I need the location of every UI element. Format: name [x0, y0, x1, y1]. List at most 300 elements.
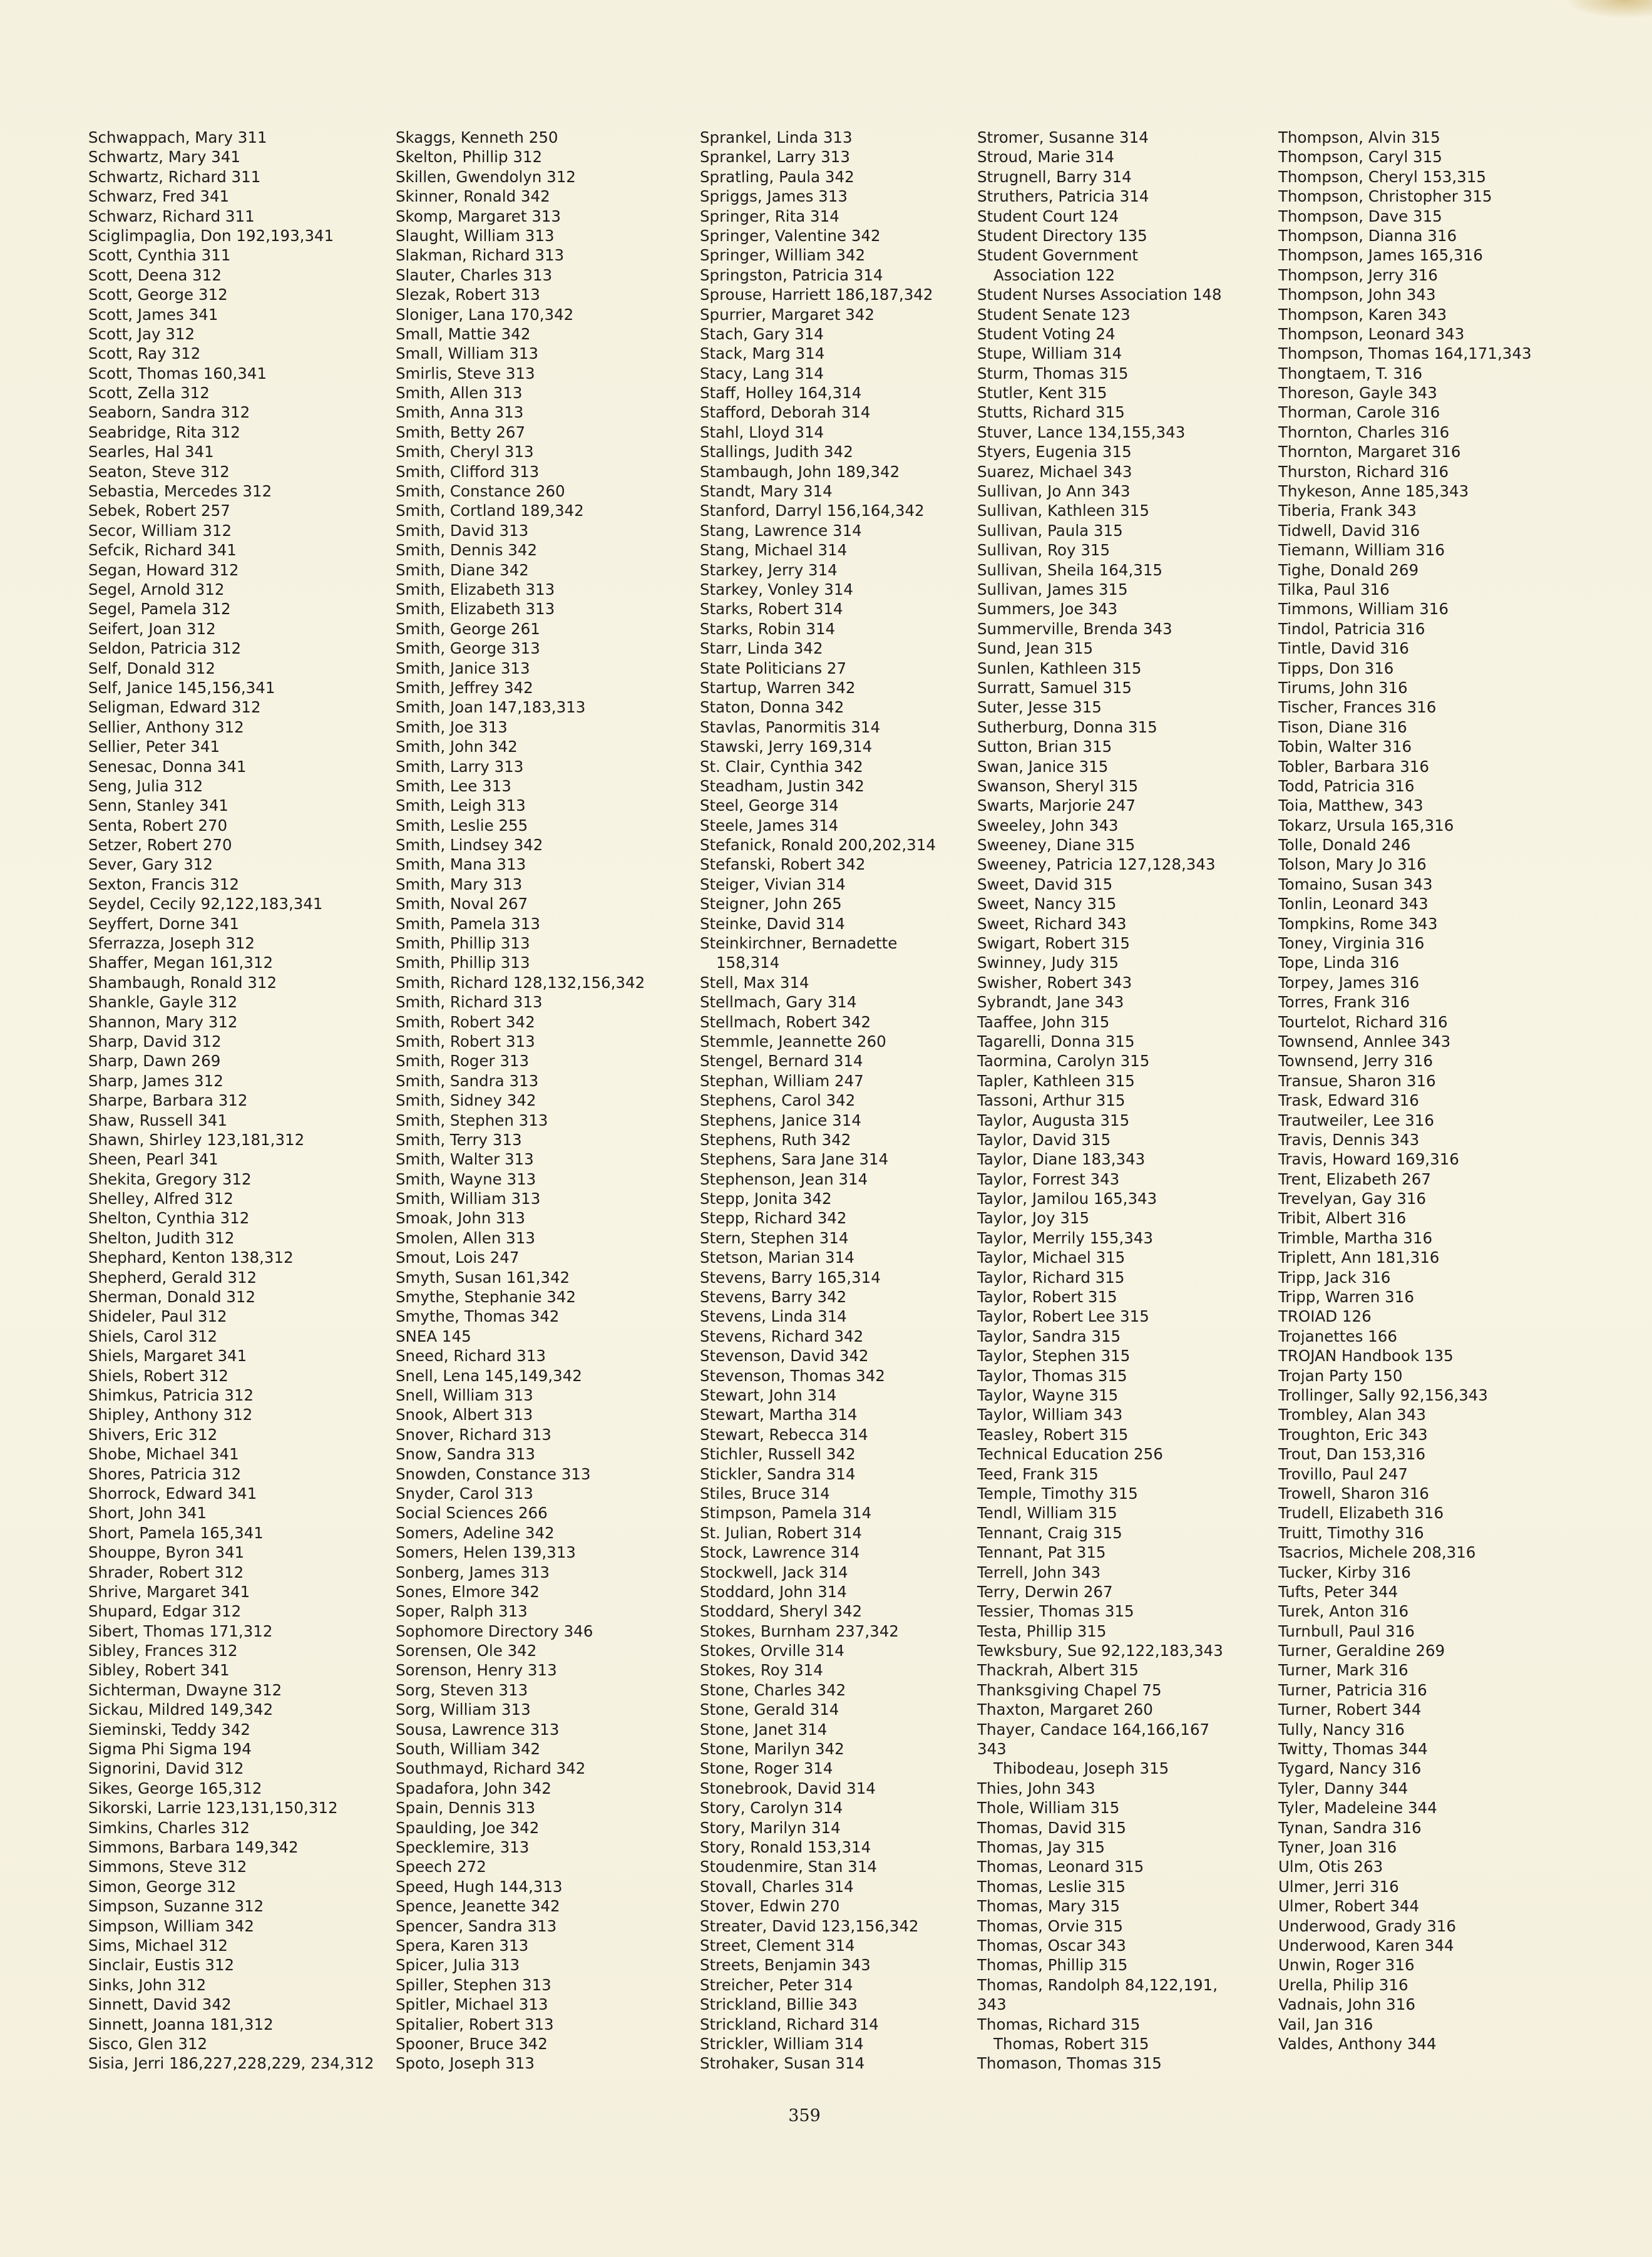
- index-entry: Teasley, Robert 315: [977, 1425, 1129, 1444]
- index-entry: Smith, Clifford 313: [396, 462, 540, 481]
- index-entry: Stavlas, Panormitis 314: [700, 717, 881, 736]
- index-entry: Story, Ronald 153,314: [700, 1838, 871, 1856]
- index-entry: Tapler, Kathleen 315: [977, 1071, 1135, 1090]
- index-entry: Sheen, Pearl 341: [88, 1150, 218, 1169]
- index-entry: Seabridge, Rita 312: [88, 423, 240, 441]
- index-entry: Suarez, Michael 343: [977, 462, 1132, 481]
- index-entry: Sweet, Nancy 315: [977, 895, 1117, 913]
- index-entry: Shekita, Gregory 312: [88, 1170, 252, 1188]
- index-entry: Stewart, John 314: [700, 1386, 837, 1404]
- index-entry: Trautweiler, Lee 316: [1278, 1111, 1434, 1129]
- index-entry: Travis, Howard 169,316: [1278, 1150, 1459, 1169]
- index-entry: Student Government: [977, 246, 1139, 265]
- index-entry: Slezak, Robert 313: [396, 285, 540, 304]
- index-entry: Trombley, Alan 343: [1278, 1406, 1426, 1424]
- index-entry: Styers, Eugenia 315: [977, 443, 1132, 461]
- index-entry: Swisher, Robert 343: [977, 973, 1132, 992]
- index-entry: Thoreson, Gayle 343: [1278, 384, 1437, 403]
- index-entry: Thomas, Leslie 315: [977, 1877, 1126, 1896]
- index-entry: Todd, Patricia 316: [1278, 776, 1415, 795]
- index-entry: Shivers, Eric 312: [88, 1425, 218, 1444]
- index-entry: Setzer, Robert 270: [88, 836, 232, 855]
- index-entry: Sever, Gary 312: [88, 855, 213, 874]
- index-entry: Speech 272: [396, 1858, 486, 1876]
- index-entry: Small, Mattie 342: [396, 324, 531, 343]
- index-entry: Spooner, Bruce 342: [396, 2034, 548, 2053]
- index-entry: Starr, Linda 342: [700, 639, 823, 658]
- index-entry: Stockwell, Jack 314: [700, 1563, 848, 1581]
- index-entry: Stanford, Darryl 156,164,342: [700, 501, 925, 520]
- index-entry: Tidwell, David 316: [1278, 521, 1420, 540]
- index-entry: Snyder, Carol 313: [396, 1484, 533, 1503]
- index-entry: Turek, Anton 316: [1278, 1602, 1409, 1621]
- index-entry: Thomas, Orvie 315: [977, 1916, 1123, 1935]
- index-entry: Sorensen, Ole 342: [396, 1642, 537, 1660]
- index-entry: Short, John 341: [88, 1504, 207, 1523]
- index-entry: Turnbull, Paul 316: [1278, 1622, 1415, 1640]
- index-entry: Thomas, David 315: [977, 1818, 1126, 1837]
- index-entry: Streets, Benjamin 343: [700, 1956, 871, 1975]
- index-entry: Testa, Phillip 315: [977, 1622, 1107, 1640]
- index-entry: Stephenson, Jean 314: [700, 1170, 868, 1188]
- index-entry: Turner, Patricia 316: [1278, 1680, 1427, 1699]
- index-entry: Torpey, James 316: [1278, 973, 1420, 992]
- index-entry: Sybrandt, Jane 343: [977, 993, 1124, 1012]
- index-entry: Senesac, Donna 341: [88, 757, 247, 776]
- index-entry: Simpson, William 342: [88, 1916, 254, 1935]
- index-entry: TROIAD 126: [1278, 1307, 1372, 1326]
- index-entry: Smith, Mary 313: [396, 875, 523, 893]
- index-entry: Snell, Lena 145,149,342: [396, 1366, 582, 1385]
- index-entry: Tope, Linda 316: [1278, 954, 1400, 972]
- index-entry: Thomas, Richard 315: [977, 2015, 1141, 2033]
- index-entry: Sullivan, Sheila 164,315: [977, 560, 1162, 579]
- index-entry: Timmons, William 316: [1278, 600, 1449, 619]
- index-entry: Stevenson, David 342: [700, 1347, 869, 1365]
- index-entry: Stevens, Barry 342: [700, 1288, 847, 1307]
- index-entry: Tendl, William 315: [977, 1504, 1117, 1523]
- index-entry: Stevens, Linda 314: [700, 1307, 847, 1326]
- index-entry: Spencer, Sandra 313: [396, 1916, 557, 1935]
- index-entry: Stevens, Richard 342: [700, 1327, 864, 1345]
- index-entry: Tison, Diane 316: [1278, 717, 1407, 736]
- index-entry: Taylor, Robert 315: [977, 1288, 1117, 1307]
- index-entry: Tilka, Paul 316: [1278, 580, 1390, 599]
- index-entry: Stawski, Jerry 169,314: [700, 738, 873, 756]
- index-entry: Stimpson, Pamela 314: [700, 1504, 872, 1523]
- index-entry: Suter, Jesse 315: [977, 698, 1102, 717]
- index-entry: Thibodeau, Joseph 315: [993, 1759, 1169, 1778]
- index-entry: Shaffer, Megan 161,312: [88, 954, 274, 972]
- index-entry: Stephens, Carol 342: [700, 1091, 856, 1110]
- index-entry: Seng, Julia 312: [88, 776, 203, 795]
- index-entry: Thomas, Mary 315: [977, 1897, 1120, 1916]
- index-entry: Stephan, William 247: [700, 1071, 864, 1090]
- index-entry: Shiels, Robert 312: [88, 1366, 228, 1385]
- index-entry: Trask, Edward 316: [1278, 1091, 1419, 1110]
- index-entry: Standt, Mary 314: [700, 482, 833, 501]
- index-entry: Story, Marilyn 314: [700, 1818, 841, 1837]
- index-entry: Urella, Philip 316: [1278, 1975, 1408, 1994]
- index-entry: Smith, Allen 313: [396, 384, 523, 403]
- index-entry: Trimble, Martha 316: [1278, 1228, 1433, 1247]
- index-entry: Stephens, Ruth 342: [700, 1130, 851, 1149]
- index-entry: Swigart, Robert 315: [977, 934, 1130, 953]
- index-entry: Starks, Robin 314: [700, 619, 836, 638]
- index-entry: Stichler, Russell 342: [700, 1445, 856, 1464]
- index-entry: Trojanettes 166: [1278, 1327, 1397, 1345]
- index-entry: Spitler, Michael 313: [396, 1995, 548, 2014]
- index-entry: Tyner, Joan 316: [1278, 1838, 1397, 1856]
- index-entry: Tiberia, Frank 343: [1278, 501, 1417, 520]
- index-entry: Smythe, Stephanie 342: [396, 1288, 576, 1307]
- index-entry: Staff, Holley 164,314: [700, 384, 862, 403]
- index-entry: Stokes, Burnham 237,342: [700, 1622, 899, 1640]
- index-entry: Stickler, Sandra 314: [700, 1464, 856, 1483]
- index-entry: Shannon, Mary 312: [88, 1012, 238, 1031]
- index-entry: Thole, William 315: [977, 1799, 1120, 1817]
- index-entry: Sichterman, Dwayne 312: [88, 1680, 282, 1699]
- index-entry: Secor, William 312: [88, 521, 232, 540]
- index-entry: Steel, George 314: [700, 796, 839, 815]
- index-entry: Sexton, Francis 312: [88, 875, 239, 893]
- index-entry: Student Nurses Association 148: [977, 285, 1222, 304]
- index-entry: Stevens, Barry 165,314: [700, 1268, 881, 1287]
- index-entry: Smith, Diane 342: [396, 560, 529, 579]
- index-entry: Unwin, Roger 316: [1278, 1956, 1415, 1975]
- index-entry: Thompson, Karen 343: [1278, 305, 1447, 324]
- index-entry: Summers, Joe 343: [977, 600, 1118, 619]
- index-entry: Stovall, Charles 314: [700, 1877, 854, 1896]
- index-entry: Tomaino, Susan 343: [1278, 875, 1433, 893]
- index-entry: Simmons, Steve 312: [88, 1858, 247, 1876]
- index-entry: Smith, Elizabeth 313: [396, 580, 555, 599]
- index-entry: Staton, Donna 342: [700, 698, 844, 717]
- index-entry: Signorini, David 312: [88, 1759, 244, 1778]
- index-entry: Sullivan, Paula 315: [977, 521, 1123, 540]
- index-entry: Thompson, Alvin 315: [1278, 128, 1440, 147]
- index-entry: Sousa, Lawrence 313: [396, 1720, 560, 1739]
- index-entry: Taylor, Forrest 343: [977, 1170, 1120, 1188]
- index-entry: Spurrier, Margaret 342: [700, 305, 875, 324]
- index-entry: Smolen, Allen 313: [396, 1228, 535, 1247]
- index-entry: Thykeson, Anne 185,343: [1278, 482, 1469, 501]
- index-entry: 343: [977, 1995, 1007, 2014]
- index-entry: Sonberg, James 313: [396, 1563, 550, 1581]
- index-entry: Smith, George 313: [396, 639, 540, 658]
- index-entry: Stetson, Marian 314: [700, 1248, 854, 1267]
- index-entry: Smith, Anna 313: [396, 403, 524, 422]
- index-entry: Turner, Robert 344: [1278, 1700, 1422, 1719]
- index-entry: Stepp, Richard 342: [700, 1209, 847, 1228]
- index-entry: Smith, Leigh 313: [396, 796, 526, 815]
- index-entry: Sciglimpaglia, Don 192,193,341: [88, 226, 334, 245]
- index-entry: Smith, Robert 313: [396, 1032, 535, 1051]
- index-entry: Self, Janice 145,156,341: [88, 678, 275, 697]
- index-entry: Sorg, Steven 313: [396, 1680, 528, 1699]
- index-entry: Stephens, Janice 314: [700, 1111, 861, 1129]
- index-entry: Schwartz, Richard 311: [88, 167, 261, 186]
- index-entry: Streicher, Peter 314: [700, 1975, 853, 1994]
- index-entry: Thomason, Thomas 315: [977, 2054, 1162, 2073]
- index-entry: Stewart, Martha 314: [700, 1406, 858, 1424]
- index-entry: Sferrazza, Joseph 312: [88, 934, 255, 953]
- index-entry: Snover, Richard 313: [396, 1425, 552, 1444]
- index-entry: Scott, Cynthia 311: [88, 246, 231, 265]
- index-column-3: [700, 128, 936, 2074]
- index-entry: Taaffee, John 315: [977, 1012, 1110, 1031]
- index-entry: Skelton, Phillip 312: [396, 148, 543, 167]
- index-entry: Simpson, Suzanne 312: [88, 1897, 264, 1916]
- index-entry: SNEA 145: [396, 1327, 471, 1345]
- index-entry: Stach, Gary 314: [700, 324, 824, 343]
- index-entry: Smith, Joan 147,183,313: [396, 698, 586, 717]
- index-entry: Sunlen, Kathleen 315: [977, 659, 1142, 677]
- index-entry: Surratt, Samuel 315: [977, 678, 1132, 697]
- index-entry: Smith, Stephen 313: [396, 1111, 548, 1129]
- index-entry: Thompson, Leonard 343: [1278, 324, 1465, 343]
- index-entry: Steele, James 314: [700, 816, 839, 835]
- index-entry: Tennant, Pat 315: [977, 1543, 1106, 1562]
- index-entry: Tokarz, Ursula 165,316: [1278, 816, 1454, 835]
- index-entry: Somers, Helen 139,313: [396, 1543, 576, 1562]
- index-entry: Shores, Patricia 312: [88, 1464, 242, 1483]
- index-entry: South, William 342: [396, 1740, 541, 1759]
- index-entry: Segel, Pamela 312: [88, 600, 231, 619]
- index-entry: Social Sciences 266: [396, 1504, 548, 1523]
- index-entry: Sweeney, Diane 315: [977, 836, 1136, 855]
- index-entry: Smith, Noval 267: [396, 895, 528, 913]
- index-entry: Tirums, John 316: [1278, 678, 1408, 697]
- index-entry: Sprouse, Harriett 186,187,342: [700, 285, 933, 304]
- index-entry: Thompson, Christopher 315: [1278, 187, 1492, 206]
- index-entry: Stuver, Lance 134,155,343: [977, 423, 1186, 441]
- index-entry: Smith, Walter 313: [396, 1150, 534, 1169]
- index-entry: Thompson, Caryl 315: [1278, 148, 1442, 167]
- index-entry: Shepherd, Gerald 312: [88, 1268, 257, 1287]
- index-entry: Smirlis, Steve 313: [396, 364, 535, 383]
- index-entry: Sikorski, Larrie 123,131,150,312: [88, 1799, 338, 1817]
- index-entry: Shorrock, Edward 341: [88, 1484, 257, 1503]
- index-entry: Stokes, Roy 314: [700, 1661, 823, 1680]
- index-entry: Shephard, Kenton 138,312: [88, 1248, 294, 1267]
- index-entry: Smith, Larry 313: [396, 757, 524, 776]
- index-entry: Stonebrook, David 314: [700, 1779, 876, 1797]
- index-entry: Stambaugh, John 189,342: [700, 462, 900, 481]
- paper-stain: [1564, 0, 1652, 19]
- index-entry: Association 122: [993, 265, 1116, 284]
- index-entry: Starkey, Vonley 314: [700, 580, 854, 599]
- index-entry: Spriggs, James 313: [700, 187, 848, 206]
- index-entry: Shaw, Russell 341: [88, 1111, 227, 1129]
- index-entry: Slaught, William 313: [396, 226, 555, 245]
- index-entry: Snook, Albert 313: [396, 1406, 533, 1424]
- index-entry: Slauter, Charles 313: [396, 265, 553, 284]
- index-entry: Schwarz, Richard 311: [88, 207, 255, 225]
- index-entry: Troughton, Eric 343: [1278, 1425, 1428, 1444]
- index-entry: Thies, John 343: [977, 1779, 1095, 1797]
- index-entry: Spiller, Stephen 313: [396, 1975, 552, 1994]
- index-entry: Shimkus, Patricia 312: [88, 1386, 254, 1404]
- index-entry: Tessier, Thomas 315: [977, 1602, 1134, 1621]
- index-entry: Valdes, Anthony 344: [1278, 2034, 1437, 2053]
- index-entry: 343: [977, 1740, 1007, 1759]
- index-entry: Thomas, Jay 315: [977, 1838, 1105, 1856]
- index-entry: Smith, George 261: [396, 619, 540, 638]
- index-entry: Schwarz, Fred 341: [88, 187, 230, 206]
- index-entry: Spadafora, John 342: [396, 1779, 552, 1797]
- index-entry: Student Court 124: [977, 207, 1119, 225]
- index-entry: Shrader, Robert 312: [88, 1563, 244, 1581]
- index-entry: Smith, John 342: [396, 738, 518, 756]
- index-entry: Scott, Jay 312: [88, 324, 195, 343]
- index-entry: Seaton, Steve 312: [88, 462, 230, 481]
- index-entry: Spoto, Joseph 313: [396, 2054, 535, 2073]
- index-entry: Stoudenmire, Stan 314: [700, 1858, 877, 1876]
- index-entry: Sebek, Robert 257: [88, 501, 230, 520]
- index-entry: Scott, Thomas 160,341: [88, 364, 267, 383]
- index-entry: Strohaker, Susan 314: [700, 2054, 865, 2073]
- index-entry: Technical Education 256: [977, 1445, 1163, 1464]
- index-entry: Shiels, Margaret 341: [88, 1347, 247, 1365]
- index-entry: Terry, Derwin 267: [977, 1582, 1113, 1601]
- index-entry: Stellmach, Gary 314: [700, 993, 857, 1012]
- index-entry: Schwartz, Mary 341: [88, 148, 240, 167]
- index-entry: Tufts, Peter 344: [1278, 1582, 1398, 1601]
- index-entry: Steiger, Vivian 314: [700, 875, 846, 893]
- index-entry: Snell, William 313: [396, 1386, 533, 1404]
- index-entry: Sinnett, David 342: [88, 1995, 232, 2014]
- index-entry: Sweet, David 315: [977, 875, 1113, 893]
- index-entry: Simkins, Charles 312: [88, 1818, 250, 1837]
- index-entry: Smith, Sidney 342: [396, 1091, 536, 1110]
- index-entry: Stack, Marg 314: [700, 344, 825, 363]
- index-entry: Scott, Ray 312: [88, 344, 201, 363]
- index-entry: Taylor, Stephen 315: [977, 1347, 1131, 1365]
- index-entry: Sloniger, Lana 170,342: [396, 305, 574, 324]
- index-entry: Sefcik, Richard 341: [88, 541, 237, 560]
- index-entry: Tennant, Craig 315: [977, 1523, 1122, 1542]
- index-entry: Stallings, Judith 342: [700, 443, 853, 461]
- index-entry: Stupe, William 314: [977, 344, 1122, 363]
- index-entry: Stellmach, Robert 342: [700, 1012, 871, 1031]
- index-entry: Sinnett, Joanna 181,312: [88, 2015, 274, 2033]
- index-entry: Stone, Charles 342: [700, 1680, 846, 1699]
- index-entry: Sweet, Richard 343: [977, 914, 1127, 933]
- index-entry: Sims, Michael 312: [88, 1936, 228, 1955]
- index-entry: Springer, Rita 314: [700, 207, 839, 225]
- index-entry: Thomas, Phillip 315: [977, 1956, 1128, 1975]
- index-entry: Smith, William 313: [396, 1190, 541, 1208]
- index-entry: Seifert, Joan 312: [88, 619, 216, 638]
- index-entry: Stokes, Orville 314: [700, 1642, 844, 1660]
- index-entry: Starks, Robert 314: [700, 600, 843, 619]
- index-entry: Sophomore Directory 346: [396, 1622, 593, 1640]
- index-entry: Smith, Constance 260: [396, 482, 565, 501]
- index-entry: Smyth, Susan 161,342: [396, 1268, 570, 1287]
- index-entry: Smith, Cheryl 313: [396, 443, 534, 461]
- index-entry: Stoddard, Sheryl 342: [700, 1602, 863, 1621]
- index-entry: Sharp, Dawn 269: [88, 1052, 221, 1071]
- index-entry: Stoddard, John 314: [700, 1582, 847, 1601]
- index-entry: Smith, Jeffrey 342: [396, 678, 533, 697]
- index-entry: Swarts, Marjorie 247: [977, 796, 1136, 815]
- index-entry: Spicer, Julia 313: [396, 1956, 520, 1975]
- index-entry: Student Directory 135: [977, 226, 1147, 245]
- index-entry: Thornton, Margaret 316: [1278, 443, 1461, 461]
- index-column-2: [396, 128, 645, 2074]
- index-entry: Tighe, Donald 269: [1278, 560, 1419, 579]
- index-entry: Spain, Dennis 313: [396, 1799, 536, 1817]
- index-entry: Thongtaem, T. 316: [1278, 364, 1423, 383]
- index-entry: Tonlin, Leonard 343: [1278, 895, 1429, 913]
- index-column-4: [977, 128, 1223, 2074]
- index-entry: Taylor, David 315: [977, 1130, 1111, 1149]
- index-entry: Taylor, Diane 183,343: [977, 1150, 1146, 1169]
- index-entry: Tassoni, Arthur 315: [977, 1091, 1126, 1110]
- index-entry: Smythe, Thomas 342: [396, 1307, 560, 1326]
- index-entry: Smith, Dennis 342: [396, 541, 538, 560]
- index-entry: Smith, Lee 313: [396, 776, 511, 795]
- index-entry: Seligman, Edward 312: [88, 698, 261, 717]
- index-entry: Tewksbury, Sue 92,122,183,343: [977, 1642, 1223, 1660]
- index-entry: Sweeney, Patricia 127,128,343: [977, 855, 1216, 874]
- index-entry: Sullivan, Roy 315: [977, 541, 1111, 560]
- index-entry: Sinclair, Eustis 312: [88, 1956, 235, 1975]
- index-entry: Seaborn, Sandra 312: [88, 403, 250, 422]
- index-entry: Shupard, Edgar 312: [88, 1602, 242, 1621]
- index-entry: 158,314: [716, 954, 780, 972]
- index-entry: Spence, Jeanette 342: [396, 1897, 560, 1916]
- index-entry: Thayer, Candace 164,166,167: [977, 1720, 1210, 1739]
- index-entry: Thanksgiving Chapel 75: [977, 1680, 1162, 1699]
- index-entry: Trudell, Elizabeth 316: [1278, 1504, 1444, 1523]
- index-entry: Somers, Adeline 342: [396, 1523, 555, 1542]
- index-entry: Sneed, Richard 313: [396, 1347, 546, 1365]
- index-entry: Thaxton, Margaret 260: [977, 1700, 1153, 1719]
- index-entry: Sigma Phi Sigma 194: [88, 1740, 252, 1759]
- index-entry: Sutherburg, Donna 315: [977, 717, 1157, 736]
- index-entry: Tobin, Walter 316: [1278, 738, 1412, 756]
- index-entry: Stephens, Sara Jane 314: [700, 1150, 889, 1169]
- index-entry: Tischer, Frances 316: [1278, 698, 1437, 717]
- index-entry: Toia, Matthew, 343: [1278, 796, 1424, 815]
- index-entry: Steigner, John 265: [700, 895, 842, 913]
- index-entry: Underwood, Grady 316: [1278, 1916, 1456, 1935]
- index-entry: Smith, Terry 313: [396, 1130, 522, 1149]
- index-entry: Smith, David 313: [396, 521, 529, 540]
- index-entry: Terrell, John 343: [977, 1563, 1101, 1581]
- index-entry: Stengel, Bernard 314: [700, 1052, 863, 1071]
- index-entry: Struthers, Patricia 314: [977, 187, 1149, 206]
- index-entry: Simmons, Barbara 149,342: [88, 1838, 299, 1856]
- index-entry: St. Julian, Robert 314: [700, 1523, 862, 1542]
- index-entry: Sebastia, Mercedes 312: [88, 482, 272, 501]
- index-entry: Sellier, Anthony 312: [88, 717, 244, 736]
- index-entry: Stone, Janet 314: [700, 1720, 828, 1739]
- index-entry: Skillen, Gwendolyn 312: [396, 167, 576, 186]
- index-entry: Smith, Phillip 313: [396, 934, 530, 953]
- index-entry: Thomas, Leonard 315: [977, 1858, 1144, 1876]
- index-entry: Stiles, Bruce 314: [700, 1484, 830, 1503]
- index-entry: Twitty, Thomas 344: [1278, 1740, 1428, 1759]
- index-entry: Stock, Lawrence 314: [700, 1543, 860, 1562]
- index-entry: Thompson, John 343: [1278, 285, 1436, 304]
- index-entry: Thompson, Dave 315: [1278, 207, 1442, 225]
- index-entry: Smith, Janice 313: [396, 659, 530, 677]
- index-entry: Taylor, Richard 315: [977, 1268, 1125, 1287]
- index-entry: Tucker, Kirby 316: [1278, 1563, 1411, 1581]
